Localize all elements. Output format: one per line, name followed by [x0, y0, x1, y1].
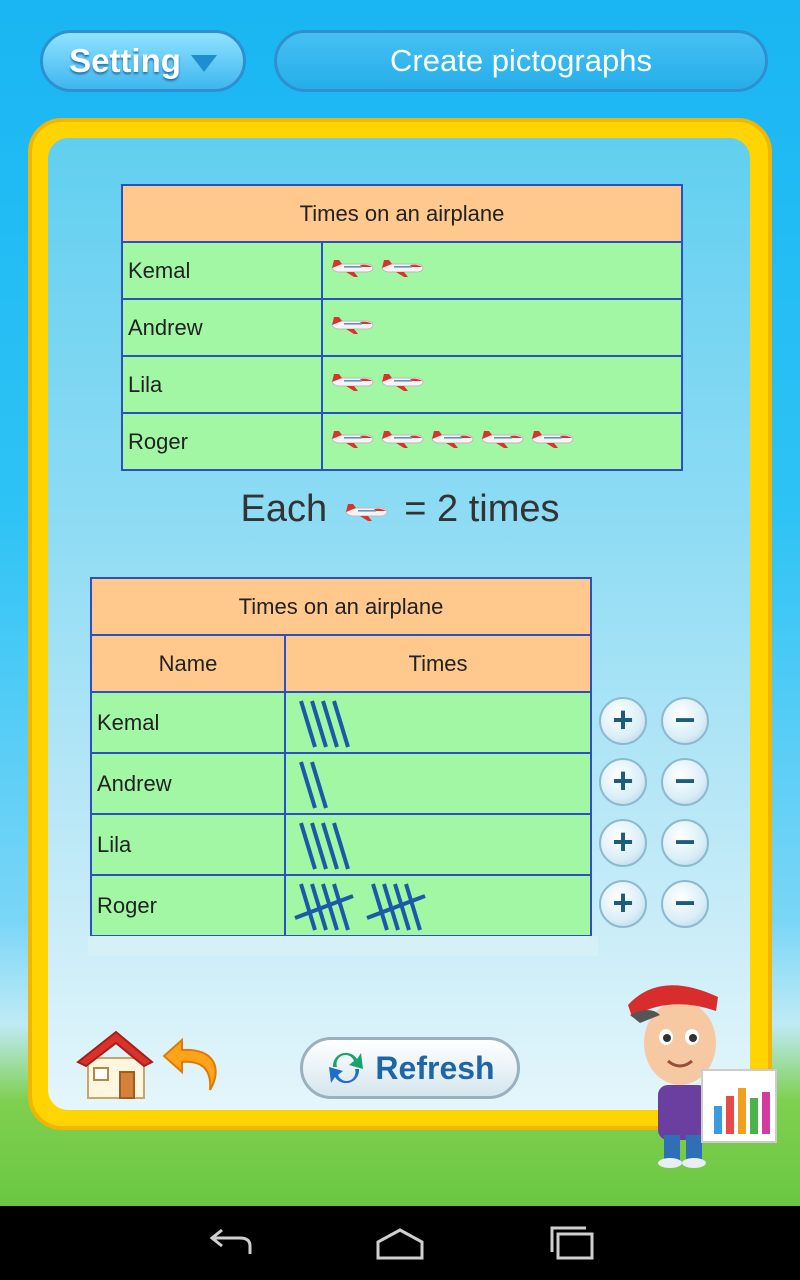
pictograph-planes-cell: [322, 242, 682, 299]
tally-name-cell: Andrew: [91, 753, 285, 814]
key-prefix: Each: [240, 488, 328, 530]
plane-icon: [530, 429, 574, 454]
pictograph-name-cell: Roger: [122, 413, 322, 470]
refresh-button[interactable]: [300, 1037, 520, 1099]
decrement-andrew-button[interactable]: −: [661, 758, 709, 806]
plane-icon: [380, 429, 424, 454]
increment-kemal-button[interactable]: +: [599, 697, 647, 745]
page-title-text: Create pictographs: [390, 43, 652, 78]
tally-table: [90, 577, 592, 937]
page-title: [274, 30, 768, 92]
decrement-lila-button[interactable]: −: [661, 819, 709, 867]
tally-marks-cell: [285, 875, 591, 936]
increment-andrew-button[interactable]: +: [599, 758, 647, 806]
tally-name-cell: Kemal: [91, 692, 285, 753]
plane-icon: [330, 429, 374, 454]
tally-name-cell: Lila: [91, 814, 285, 875]
setting-button[interactable]: [40, 30, 246, 92]
tally-marks-cell: [285, 692, 591, 753]
pictograph-title: Times on an airplane: [122, 185, 682, 242]
tally-marks-cell: [285, 753, 591, 814]
tally-marks-cell: [285, 814, 591, 875]
nav-back-icon[interactable]: [204, 1224, 256, 1264]
pictograph-key: [0, 488, 800, 532]
tally-marks: [287, 695, 577, 751]
pictograph-name-cell: Andrew: [122, 299, 322, 356]
refresh-label: Refresh: [375, 1049, 495, 1086]
dropdown-triangle-icon: [191, 55, 217, 72]
column-header-name: Name: [91, 635, 285, 692]
tally-name-cell: Roger: [91, 875, 285, 936]
refresh-icon: [325, 1047, 367, 1089]
plane-icon: [380, 258, 424, 283]
pictograph-name-cell: Lila: [122, 356, 322, 413]
nav-recents-icon[interactable]: [546, 1224, 598, 1264]
back-arrow-icon[interactable]: [160, 1030, 224, 1096]
plane-icon: [330, 372, 374, 397]
tally-marks: [287, 756, 577, 812]
column-header-times: Times: [285, 635, 591, 692]
pictograph-planes-cell: [322, 356, 682, 413]
plane-icon: [430, 429, 474, 454]
plane-icon: [330, 315, 374, 340]
decrement-kemal-button[interactable]: −: [661, 697, 709, 745]
plane-icon: [330, 258, 374, 283]
plane-icon: [380, 372, 424, 397]
table-fade: [88, 936, 598, 956]
pictograph-name-cell: Kemal: [122, 242, 322, 299]
tally-marks: [287, 878, 577, 934]
system-nav-bar: [0, 1206, 800, 1280]
decrement-roger-button[interactable]: −: [661, 880, 709, 928]
nav-home-icon[interactable]: [372, 1224, 428, 1264]
pictograph-table: [121, 184, 683, 471]
plane-icon: [480, 429, 524, 454]
pictograph-planes-cell: [322, 299, 682, 356]
increment-roger-button[interactable]: +: [599, 880, 647, 928]
setting-label: Setting: [69, 42, 181, 79]
tally-marks: [287, 817, 577, 873]
home-icon[interactable]: [76, 1028, 154, 1100]
pictograph-planes-cell: [322, 413, 682, 470]
plane-icon: [344, 489, 388, 532]
key-suffix: = 2 times: [404, 488, 560, 530]
tally-title: Times on an airplane: [91, 578, 591, 635]
increment-lila-button[interactable]: +: [599, 819, 647, 867]
chart-icon: [700, 1068, 778, 1144]
